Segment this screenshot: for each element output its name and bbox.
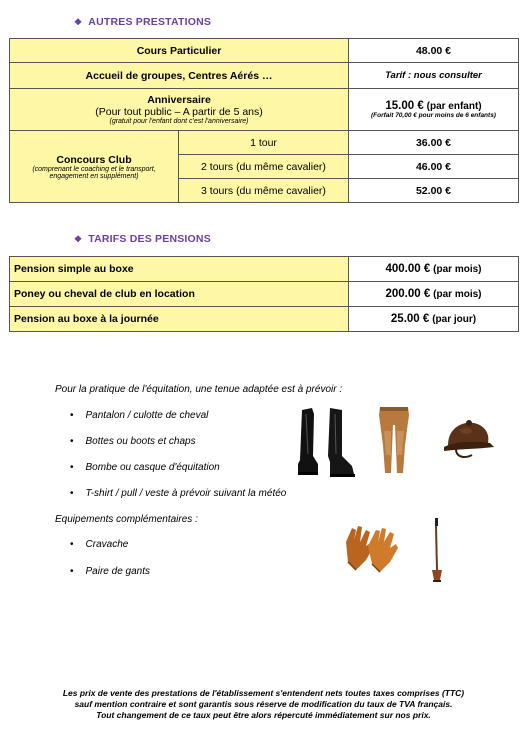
pension-unit: (par mois): [433, 264, 482, 275]
breeches-icon: [374, 405, 414, 477]
list-item: • Pantalon / culotte de cheval: [70, 410, 209, 421]
pension-price: 400.00 €: [385, 263, 431, 275]
pension-label: Pension simple au boxe: [10, 257, 349, 282]
table-row: [10, 89, 519, 131]
anniv-cell: [10, 89, 349, 131]
table-row: [10, 307, 519, 332]
section-title: TARIFS DES PENSIONS: [88, 233, 211, 245]
pension-unit: (par mois): [433, 289, 482, 300]
anniv-note: (gratuit pour l'enfant dont c'est l'anniversaire): [109, 118, 249, 125]
concours-cell: [10, 131, 179, 203]
anniv-price-cell: [349, 89, 519, 131]
table-row: [10, 63, 519, 89]
concours-price: 52.00 €: [349, 179, 519, 203]
anniv-unit: (par enfant): [426, 101, 482, 112]
cours-label: Cours Particulier: [10, 39, 349, 63]
accueil-price: Tarif : nous consulter: [349, 63, 519, 89]
pension-price: 200.00 €: [385, 288, 431, 300]
section-heading-pensions: [74, 233, 211, 245]
pension-label: Pension au boxe à la journée: [10, 307, 349, 332]
list-item: • Paire de gants: [70, 566, 151, 577]
autres-prestations-table: [9, 38, 519, 203]
riding-crop-icon: [428, 516, 446, 584]
concours-price: 36.00 €: [349, 131, 519, 155]
anniv-sub: (Pour tout public – A partir de 5 ans): [95, 106, 263, 118]
list-item: • T-shirt / pull / veste à prévoir suivant la météo: [70, 488, 287, 499]
section-heading-autres: [74, 16, 211, 28]
concours-option: 2 tours (du même cavalier): [179, 155, 349, 179]
accueil-label: Accueil de groupes, Centres Aérés …: [10, 63, 349, 89]
section-title: AUTRES PRESTATIONS: [88, 16, 212, 28]
footer-notice: [30, 688, 497, 721]
diamond-bullet-icon: ❖: [74, 16, 83, 27]
pension-label: Poney ou cheval de club en location: [10, 282, 349, 307]
table-row: [10, 39, 519, 63]
concours-price: 46.00 €: [349, 155, 519, 179]
diamond-bullet-icon: ❖: [74, 233, 83, 244]
concours-title: Concours Club: [56, 153, 132, 166]
concours-option: 1 tour: [179, 131, 349, 155]
boots-icon: [294, 406, 360, 478]
anniv-title: Anniversaire: [147, 94, 211, 106]
footer-line: Tout changement de ce taux peut être alors répercuté immédiatement sur nos prix.: [96, 710, 431, 720]
anniv-price-note: (Forfait 70,00 € pour moins de 6 enfants): [371, 112, 496, 119]
table-row: [10, 282, 519, 307]
cours-price: 48.00 €: [349, 39, 519, 63]
list-item: • Bottes ou boots et chaps: [70, 436, 196, 447]
pensions-table: [9, 256, 519, 332]
pension-unit: (par jour): [432, 314, 477, 325]
concours-note: (comprenant le coaching et le transport, engagement en supplément): [32, 165, 156, 180]
list-item: • Cravache: [70, 539, 129, 550]
footer-line: sauf mention contraire et sont garantis sous réserve de modification du taux de TVA français.: [74, 699, 453, 709]
extra-intro: Equipements complémentaires :: [55, 514, 198, 525]
list-item: • Bombe ou casque d'équitation: [70, 462, 220, 473]
tenue-intro: Pour la pratique de l'équitation, une tenue adaptée est à prévoir :: [55, 384, 343, 395]
gloves-icon: [342, 522, 402, 574]
anniv-price: 15.00 €: [385, 100, 424, 112]
riding-helmet-icon: [442, 417, 496, 461]
concours-option: 3 tours (du même cavalier): [179, 179, 349, 203]
table-row: [10, 257, 519, 282]
footer-line: Les prix de vente des prestations de l'établissement s'entendent nets toutes taxes comprises (TTC): [62, 688, 465, 698]
table-row: [10, 131, 519, 155]
pension-price: 25.00 €: [390, 313, 430, 325]
